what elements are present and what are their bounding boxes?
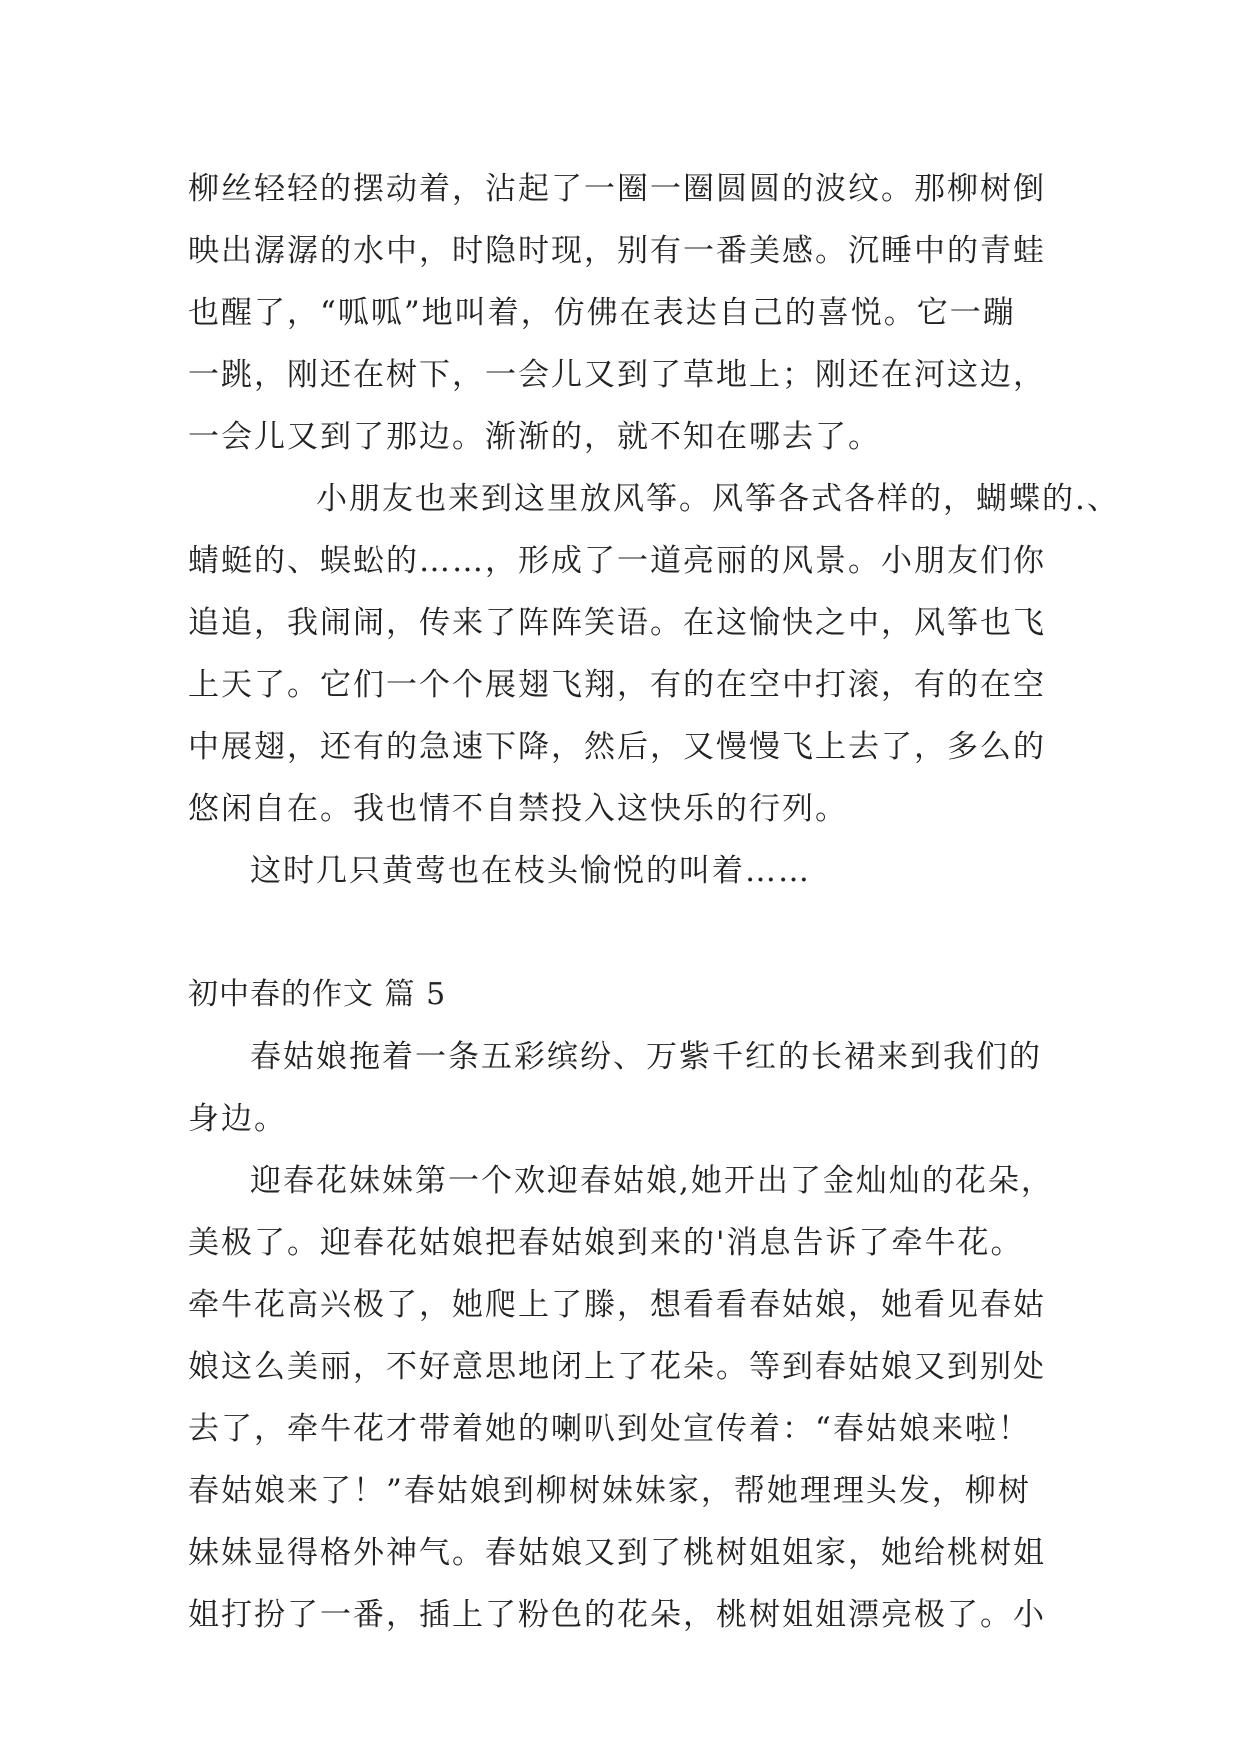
paragraph-4 [188, 1026, 1056, 1150]
text-line: 姐打扮了一番，插上了粉色的花朵，桃树姐姐漂亮极了。小 [188, 1597, 1046, 1633]
text-line: 也醒了，“呱呱”地叫着，仿佛在表达自己的喜悦。它一蹦 [188, 295, 1016, 331]
text-line: 映出潺潺的水中，时隐时现，别有一番美感。沉睡中的青蛙 [188, 233, 1046, 269]
text-line: 春姑娘拖着一条五彩缤纷、万紫千红的长裙来到我们的 [250, 1039, 1042, 1075]
text-line: 牵牛花高兴极了，她爬上了滕，想看看春姑娘，她看见春姑 [188, 1287, 1046, 1323]
text-line: 妹妹显得格外神气。春姑娘又到了桃树姐姐家，她给桃树姐 [188, 1535, 1046, 1571]
paragraph-2 [188, 468, 1120, 840]
text-line: 一会儿又到了那边。渐渐的，就不知在哪去了。 [188, 419, 881, 455]
text-line: 迎春花妹妹第一个欢迎春姑娘,她开出了金灿灿的花朵， [250, 1163, 1054, 1199]
section-heading-text: 初中春的作文 篇 5 [188, 977, 447, 1012]
text-line: 小朋友也来到这里放风筝。风筝各式各样的，蝴蝶的.、 [316, 481, 1120, 517]
paragraph-3 [188, 840, 1056, 902]
text-line: 中展翅，还有的急速下降，然后，又慢慢飞上去了，多么的 [188, 729, 1046, 765]
text-line: 柳丝轻轻的摆动着，沾起了一圈一圈圆圆的波纹。那柳树倒 [188, 171, 1046, 207]
text-line: 去了，牵牛花才带着她的喇叭到处宣传着：“春姑娘来啦！ [188, 1411, 1031, 1447]
text-line: 美极了。迎春花姑娘把春姑娘到来的'消息告诉了牵牛花。 [188, 1225, 1024, 1261]
text-line: 身边。 [188, 1101, 287, 1137]
text-line: 一跳，刚还在树下，一会儿又到了草地上；刚还在河这边， [188, 357, 1046, 393]
text-line: 蜻蜓的、蜈蚣的……，形成了一道亮丽的风景。小朋友们你 [188, 543, 1046, 579]
paragraph-5 [188, 1150, 1056, 1646]
text-line: 这时几只黄莺也在枝头愉悦的叫着…… [250, 853, 811, 889]
text-line: 上天了。它们一个个展翅飞翔，有的在空中打滚，有的在空 [188, 667, 1046, 703]
section-heading [188, 964, 1056, 1026]
text-line: 追追，我闹闹，传来了阵阵笑语。在这愉快之中，风筝也飞 [188, 605, 1046, 641]
text-line: 娘这么美丽，不好意思地闭上了花朵。等到春姑娘又到别处 [188, 1349, 1046, 1385]
text-line: 悠闲自在。我也情不自禁投入这快乐的行列。 [188, 791, 848, 827]
text-line: 春姑娘来了！”春姑娘到柳树妹妹家，帮她理理头发，柳树 [188, 1473, 1031, 1509]
document-body [188, 158, 1120, 1646]
paragraph-1 [188, 158, 1056, 468]
